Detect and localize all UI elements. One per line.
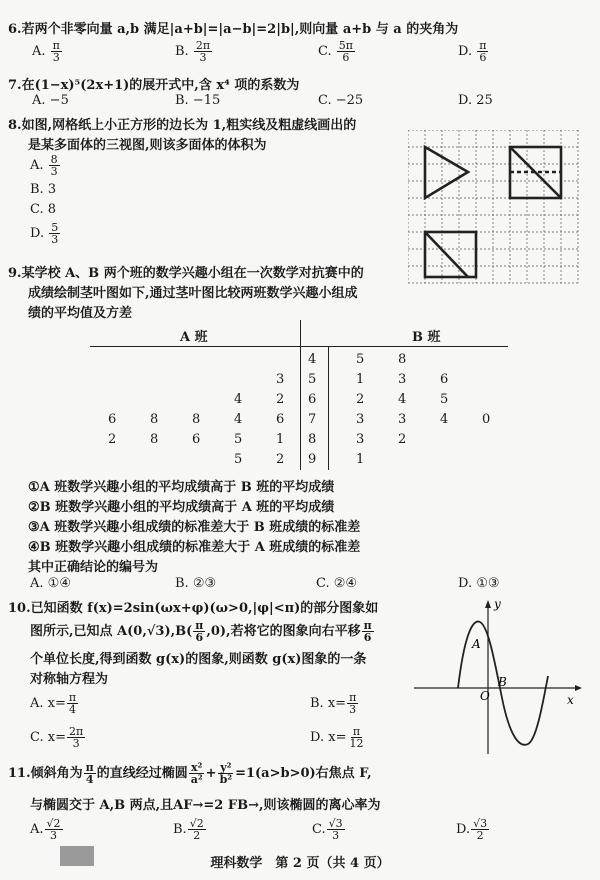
q10-option-c: C. x= $\frac{2\pi}{3}$ xyxy=(30,725,84,750)
q10-option-a: A. x= $\frac{\pi}{4}$ xyxy=(30,691,77,716)
q11-option-d: D. $\frac{√3}{2}$ xyxy=(456,817,488,842)
origin-label: O xyxy=(480,689,490,703)
q11-option-c: C. $\frac{√3}{3}$ xyxy=(312,817,343,842)
stemleaf-header-b: B 班 xyxy=(412,330,441,345)
q11-option-a: A. $\frac{√2}{3}$ xyxy=(30,817,61,842)
stemleaf-top-rule xyxy=(90,346,508,347)
leaf-b: 4 xyxy=(398,392,407,407)
leaf-a: 6 xyxy=(276,412,285,427)
q7-option-b: B. −15 xyxy=(175,93,221,108)
q9-option-b: B. ②③ xyxy=(175,576,217,591)
page-footer: 理科数学 第 2 页（共 4 页） xyxy=(210,856,390,871)
stem-4: 4 xyxy=(308,352,317,367)
leaf-a: 2 xyxy=(108,432,117,447)
y-axis-arrow xyxy=(485,600,491,608)
leaf-b: 8 xyxy=(398,352,407,367)
leaf-a: 1 xyxy=(276,432,285,447)
q9-line1: 9.某学校 A、B 两个班的数学兴趣小组在一次数学对抗赛中的 xyxy=(8,266,364,281)
q10-line1: 10.已知函数 f(x)=2sin(ωx+φ)(ω>0,|φ|<π)的部分图象如 xyxy=(8,601,379,616)
stem-9: 9 xyxy=(308,452,317,467)
leaf-b: 3 xyxy=(356,412,365,427)
stem-8: 8 xyxy=(308,432,317,447)
leaf-b: 5 xyxy=(356,352,365,367)
front-view-triangle xyxy=(425,147,468,198)
q11-option-b: B. $\frac{√2}{2}$ xyxy=(173,817,204,842)
stem-5: 5 xyxy=(308,372,317,387)
q9-statement-4: ④B 班数学兴趣小组成绩的标准差大于 A 班成绩的标准差 xyxy=(28,540,361,555)
q8-option-b: B. 3 xyxy=(30,182,57,197)
q9-line2: 成绩绘制茎叶图如下,通过茎叶图比较两班数学兴趣小组成 xyxy=(28,286,358,301)
q8-line2: 是某多面体的三视图,则该多面体的体积为 xyxy=(28,138,267,153)
q10-option-d: D. x= $\frac{\pi}{12}$ xyxy=(310,725,364,750)
q7-option-c: C. −25 xyxy=(318,93,364,108)
leaf-b: 1 xyxy=(356,452,365,467)
q6-option-b: B. $\frac{2\pi}{3}$ xyxy=(175,39,211,64)
q9-option-a: A. ①④ xyxy=(30,576,71,591)
q6-option-d: D. $\frac{\pi}{6}$ xyxy=(458,39,487,64)
leaf-b: 4 xyxy=(440,412,449,427)
stem-6: 6 xyxy=(308,392,317,407)
y-label: y xyxy=(494,598,501,611)
q7-option-d: D. 25 xyxy=(458,93,493,108)
stemleaf-header-a: A 班 xyxy=(180,330,208,345)
leaf-a: 3 xyxy=(276,372,285,387)
leaf-b: 0 xyxy=(482,412,491,427)
q8-option-c: C. 8 xyxy=(30,202,57,217)
q8-line1: 8.如图,网格纸上小正方形的边长为 1,粗实线及粗虚线画出的 xyxy=(8,118,357,133)
q11-line2: 与椭圆交于 A,B 两点,且AF→=2 FB→,则该椭圆的离心率为 xyxy=(30,798,381,813)
stemleaf-left-rule xyxy=(300,320,301,470)
leaf-a: 5 xyxy=(234,432,243,447)
leaf-b: 3 xyxy=(398,372,407,387)
x-label: x xyxy=(567,693,574,707)
q9-statement-1: ①A 班数学兴趣小组的平均成绩高于 B 班的平均成绩 xyxy=(28,480,335,495)
top-view-diagonal xyxy=(425,232,468,277)
q10-line4: 对称轴方程为 xyxy=(30,672,109,687)
leaf-b: 2 xyxy=(398,432,407,447)
leaf-a: 5 xyxy=(234,452,243,467)
leaf-b: 2 xyxy=(356,392,365,407)
leaf-a: 4 xyxy=(234,412,243,427)
q9-option-c: C. ②④ xyxy=(316,576,358,591)
q6-option-a: A. $\frac{\pi}{3}$ xyxy=(32,39,60,64)
q8-option-d: D. $\frac{5}{3}$ xyxy=(30,221,59,246)
leaf-a: 6 xyxy=(192,432,201,447)
q10-option-b: B. x= $\frac{\pi}{3}$ xyxy=(310,691,357,716)
leaf-a: 2 xyxy=(276,392,285,407)
stemleaf-right-rule xyxy=(328,346,329,470)
q10-line2: 图所示,已知点 A(0,√3),B( $\frac{\pi}{6}$ ,0),若将它的图象向右平移 $\frac{\pi}{6}$ xyxy=(30,619,372,644)
q6-option-c: C. $\frac{5\pi}{6}$ xyxy=(318,39,353,64)
leaf-a: 2 xyxy=(276,452,285,467)
point-b-label: B xyxy=(498,675,507,689)
leaf-a: 4 xyxy=(234,392,243,407)
q9-option-d: D. ①③ xyxy=(458,576,500,591)
leaf-b: 1 xyxy=(356,372,365,387)
three-view-figure xyxy=(408,130,580,286)
q10-line3: 个单位长度,得到函数 g(x)的图象,则函数 g(x)图象的一条 xyxy=(30,652,367,667)
sine-graph xyxy=(410,598,585,756)
leaf-b: 3 xyxy=(356,432,365,447)
leaf-b: 6 xyxy=(440,372,449,387)
q9-prompt: 其中正确结论的编号为 xyxy=(28,560,159,575)
q9-line3: 绩的平均值及方差 xyxy=(28,306,133,321)
stem-7: 7 xyxy=(308,412,317,427)
x-axis-arrow xyxy=(575,685,582,691)
leaf-b: 3 xyxy=(398,412,407,427)
q7-stem: 7.在(1−x)⁵(2x+1)的展开式中,含 x⁴ 项的系数为 xyxy=(8,78,300,93)
leaf-a: 8 xyxy=(150,412,159,427)
q6-stem: 6.若两个非零向量 a,b 满足|a+b|=|a−b|=2|b|,则向量 a+b 与 a 的夹角为 xyxy=(8,22,459,37)
q8-option-a: A. $\frac{8}{3}$ xyxy=(30,153,58,178)
q9-statement-3: ③A 班数学兴趣小组成绩的标准差大于 B 班成绩的标准差 xyxy=(28,520,361,535)
q7-option-a: A. −5 xyxy=(32,93,69,108)
point-a-label: A xyxy=(472,637,481,651)
leaf-a: 8 xyxy=(150,432,159,447)
q11-line1: 11.倾斜角为 $\frac{\pi}{4}$ 的直线经过椭圆 $\frac{\text{x²}}{\text{a²}}$ + $\frac{\text{y²}}{\text{b²}}$ =1(a>b>0)右焦点 F, xyxy=(8,761,372,786)
leaf-b: 5 xyxy=(440,392,449,407)
leaf-a: 8 xyxy=(192,412,201,427)
q9-statement-2: ②B 班数学兴趣小组的平均成绩高于 A 班的平均成绩 xyxy=(28,500,335,515)
leaf-a: 6 xyxy=(108,412,117,427)
